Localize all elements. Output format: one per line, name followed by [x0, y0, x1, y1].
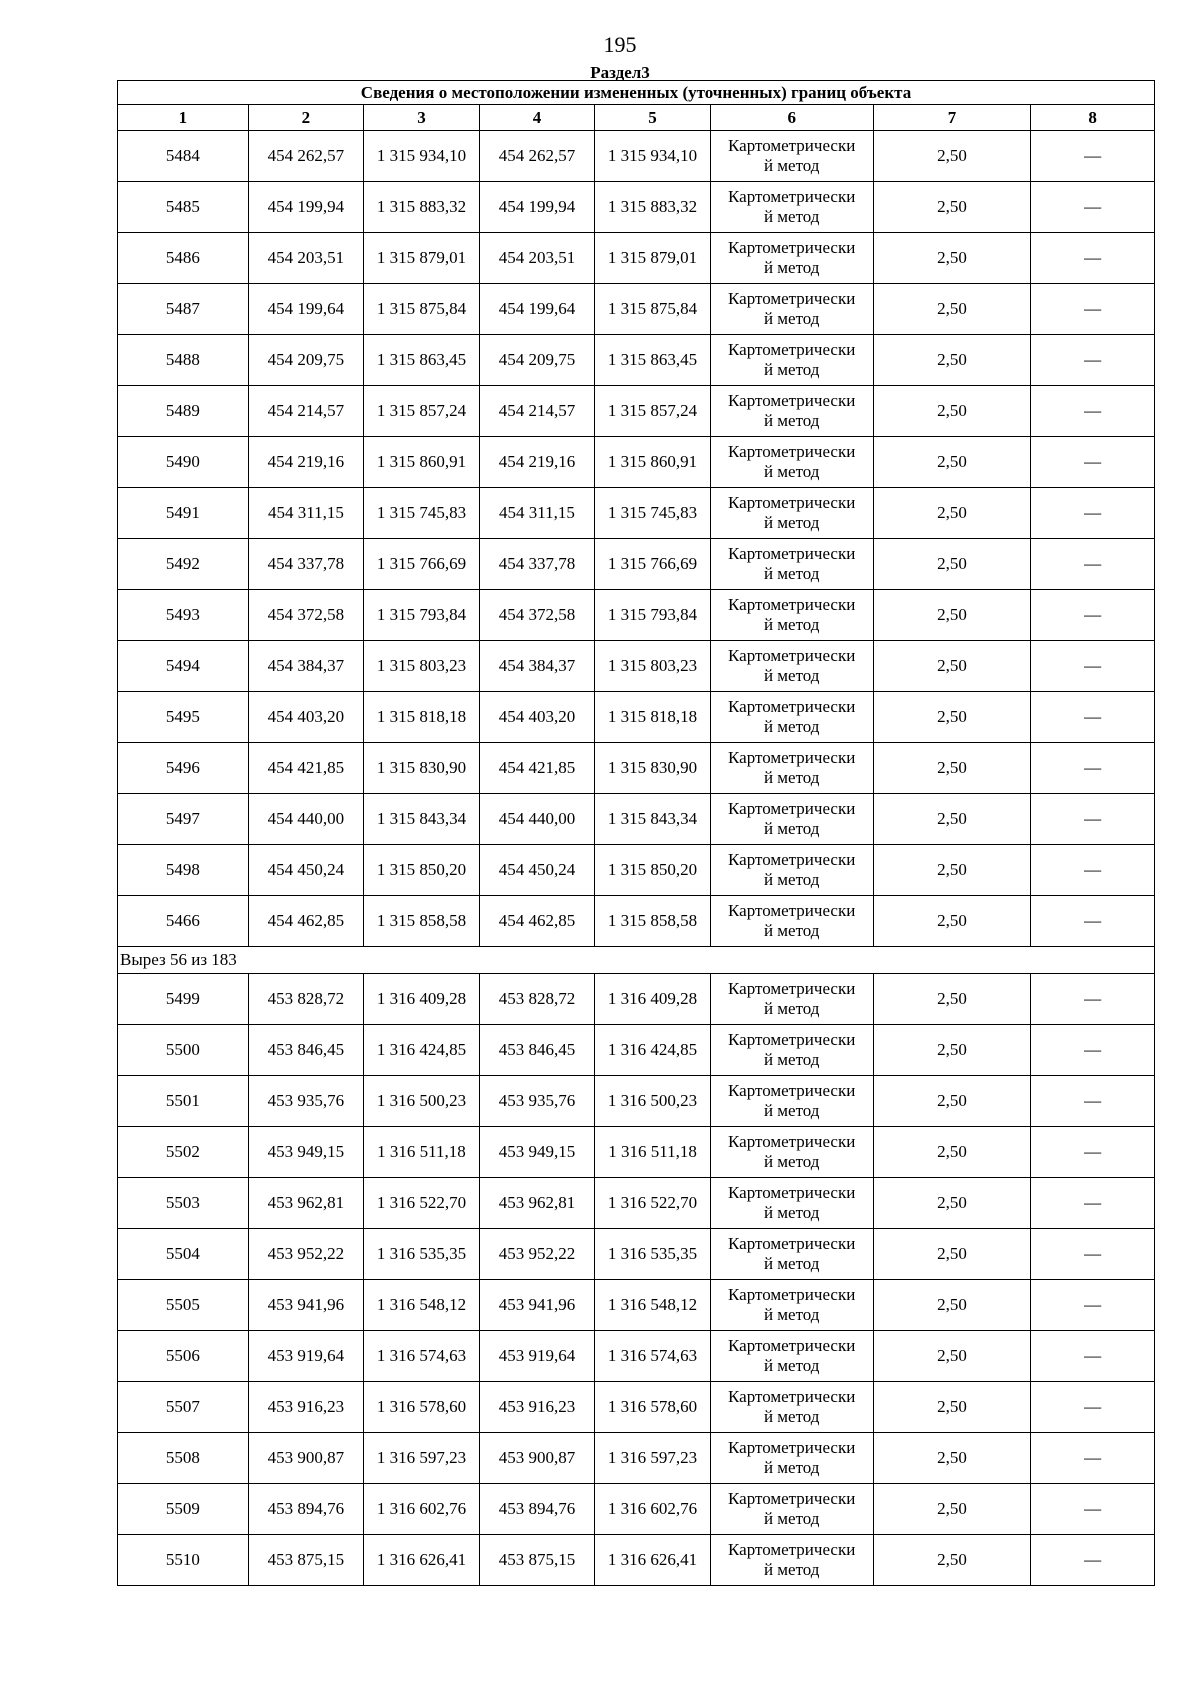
- x-new-cell: 453 900,87: [479, 1433, 595, 1484]
- x-old-cell: 453 846,45: [248, 1025, 364, 1076]
- point-number-cell: 5510: [118, 1535, 249, 1586]
- y-old-cell: 1 315 863,45: [364, 335, 480, 386]
- description-cell: —: [1031, 1229, 1155, 1280]
- x-old-cell: 453 894,76: [248, 1484, 364, 1535]
- point-number-cell: 5492: [118, 539, 249, 590]
- y-new-cell: 1 315 843,34: [595, 794, 711, 845]
- method-cell: Картометрически й метод: [710, 233, 873, 284]
- point-number-cell: 5466: [118, 896, 249, 947]
- x-new-cell: 453 846,45: [479, 1025, 595, 1076]
- x-new-cell: 454 209,75: [479, 335, 595, 386]
- table-row: [118, 284, 1155, 335]
- description-cell: —: [1031, 794, 1155, 845]
- x-old-cell: 454 209,75: [248, 335, 364, 386]
- table-row: [118, 1076, 1155, 1127]
- x-new-cell: 453 894,76: [479, 1484, 595, 1535]
- y-old-cell: 1 316 597,23: [364, 1433, 480, 1484]
- y-new-cell: 1 315 934,10: [595, 131, 711, 182]
- column-number: 3: [364, 105, 480, 131]
- table-row: [118, 590, 1155, 641]
- accuracy-cell: 2,50: [873, 1433, 1031, 1484]
- x-new-cell: 454 421,85: [479, 743, 595, 794]
- point-number-cell: 5486: [118, 233, 249, 284]
- description-cell: —: [1031, 1127, 1155, 1178]
- point-number-cell: 5494: [118, 641, 249, 692]
- table-row: [118, 335, 1155, 386]
- accuracy-cell: 2,50: [873, 488, 1031, 539]
- y-old-cell: 1 315 879,01: [364, 233, 480, 284]
- x-new-cell: 453 919,64: [479, 1331, 595, 1382]
- description-cell: —: [1031, 1535, 1155, 1586]
- y-old-cell: 1 316 626,41: [364, 1535, 480, 1586]
- x-new-cell: 453 952,22: [479, 1229, 595, 1280]
- x-old-cell: 453 952,22: [248, 1229, 364, 1280]
- point-number-cell: 5491: [118, 488, 249, 539]
- x-old-cell: 454 462,85: [248, 896, 364, 947]
- accuracy-cell: 2,50: [873, 1331, 1031, 1382]
- point-number-cell: 5506: [118, 1331, 249, 1382]
- x-new-cell: 454 450,24: [479, 845, 595, 896]
- x-old-cell: 454 372,58: [248, 590, 364, 641]
- method-cell: Картометрически й метод: [710, 692, 873, 743]
- method-cell: Картометрически й метод: [710, 284, 873, 335]
- accuracy-cell: 2,50: [873, 896, 1031, 947]
- description-cell: —: [1031, 1382, 1155, 1433]
- accuracy-cell: 2,50: [873, 1229, 1031, 1280]
- x-old-cell: 453 935,76: [248, 1076, 364, 1127]
- y-new-cell: 1 315 830,90: [595, 743, 711, 794]
- y-new-cell: 1 315 766,69: [595, 539, 711, 590]
- x-old-cell: 454 199,94: [248, 182, 364, 233]
- column-number: 4: [479, 105, 595, 131]
- description-cell: —: [1031, 386, 1155, 437]
- table-row: [118, 794, 1155, 845]
- x-new-cell: 453 875,15: [479, 1535, 595, 1586]
- method-cell: Картометрически й метод: [710, 1076, 873, 1127]
- description-cell: —: [1031, 1433, 1155, 1484]
- point-number-cell: 5495: [118, 692, 249, 743]
- y-new-cell: 1 315 850,20: [595, 845, 711, 896]
- method-cell: Картометрически й метод: [710, 131, 873, 182]
- x-old-cell: 453 875,15: [248, 1535, 364, 1586]
- table-row: [118, 845, 1155, 896]
- x-new-cell: 454 203,51: [479, 233, 595, 284]
- table-row: [118, 1280, 1155, 1331]
- y-old-cell: 1 315 875,84: [364, 284, 480, 335]
- table-row: [118, 131, 1155, 182]
- method-cell: Картометрически й метод: [710, 386, 873, 437]
- point-number-cell: 5487: [118, 284, 249, 335]
- description-cell: —: [1031, 284, 1155, 335]
- accuracy-cell: 2,50: [873, 1076, 1031, 1127]
- x-old-cell: 453 919,64: [248, 1331, 364, 1382]
- accuracy-cell: 2,50: [873, 692, 1031, 743]
- accuracy-cell: 2,50: [873, 590, 1031, 641]
- x-old-cell: 453 828,72: [248, 974, 364, 1025]
- x-new-cell: 454 219,16: [479, 437, 595, 488]
- description-cell: —: [1031, 974, 1155, 1025]
- y-new-cell: 1 316 522,70: [595, 1178, 711, 1229]
- x-new-cell: 453 828,72: [479, 974, 595, 1025]
- y-new-cell: 1 315 879,01: [595, 233, 711, 284]
- description-cell: —: [1031, 1280, 1155, 1331]
- point-number-cell: 5504: [118, 1229, 249, 1280]
- y-new-cell: 1 316 626,41: [595, 1535, 711, 1586]
- method-cell: Картометрически й метод: [710, 1280, 873, 1331]
- y-old-cell: 1 316 574,63: [364, 1331, 480, 1382]
- y-new-cell: 1 316 574,63: [595, 1331, 711, 1382]
- description-cell: —: [1031, 1484, 1155, 1535]
- x-old-cell: 453 941,96: [248, 1280, 364, 1331]
- table-row: [118, 182, 1155, 233]
- x-new-cell: 454 214,57: [479, 386, 595, 437]
- table-row: [118, 1025, 1155, 1076]
- point-number-cell: 5496: [118, 743, 249, 794]
- accuracy-cell: 2,50: [873, 284, 1031, 335]
- description-cell: —: [1031, 1178, 1155, 1229]
- x-new-cell: 454 311,15: [479, 488, 595, 539]
- y-new-cell: 1 316 578,60: [595, 1382, 711, 1433]
- column-number: 5: [595, 105, 711, 131]
- x-new-cell: 453 949,15: [479, 1127, 595, 1178]
- accuracy-cell: 2,50: [873, 1280, 1031, 1331]
- description-cell: —: [1031, 896, 1155, 947]
- method-cell: Картометрически й метод: [710, 845, 873, 896]
- y-old-cell: 1 316 424,85: [364, 1025, 480, 1076]
- y-old-cell: 1 315 857,24: [364, 386, 480, 437]
- x-old-cell: 454 199,64: [248, 284, 364, 335]
- x-old-cell: 454 440,00: [248, 794, 364, 845]
- y-old-cell: 1 316 409,28: [364, 974, 480, 1025]
- cutout-label: Вырез 56 из 183: [118, 947, 1155, 974]
- point-number-cell: 5508: [118, 1433, 249, 1484]
- y-new-cell: 1 315 745,83: [595, 488, 711, 539]
- point-number-cell: 5489: [118, 386, 249, 437]
- x-old-cell: 454 403,20: [248, 692, 364, 743]
- y-old-cell: 1 316 548,12: [364, 1280, 480, 1331]
- table-row: [118, 488, 1155, 539]
- y-old-cell: 1 315 843,34: [364, 794, 480, 845]
- x-new-cell: 453 916,23: [479, 1382, 595, 1433]
- y-new-cell: 1 315 883,32: [595, 182, 711, 233]
- accuracy-cell: 2,50: [873, 437, 1031, 488]
- method-cell: Картометрически й метод: [710, 1127, 873, 1178]
- method-cell: Картометрически й метод: [710, 1331, 873, 1382]
- y-old-cell: 1 316 500,23: [364, 1076, 480, 1127]
- description-cell: —: [1031, 437, 1155, 488]
- y-new-cell: 1 316 500,23: [595, 1076, 711, 1127]
- y-new-cell: 1 315 875,84: [595, 284, 711, 335]
- table-row: [118, 974, 1155, 1025]
- y-old-cell: 1 315 830,90: [364, 743, 480, 794]
- x-new-cell: 454 440,00: [479, 794, 595, 845]
- accuracy-cell: 2,50: [873, 1178, 1031, 1229]
- y-new-cell: 1 316 602,76: [595, 1484, 711, 1535]
- x-new-cell: 454 403,20: [479, 692, 595, 743]
- column-number: 1: [118, 105, 249, 131]
- accuracy-cell: 2,50: [873, 743, 1031, 794]
- y-old-cell: 1 315 793,84: [364, 590, 480, 641]
- x-new-cell: 454 262,57: [479, 131, 595, 182]
- x-old-cell: 453 949,15: [248, 1127, 364, 1178]
- method-cell: Картометрически й метод: [710, 437, 873, 488]
- description-cell: —: [1031, 641, 1155, 692]
- method-cell: Картометрически й метод: [710, 1025, 873, 1076]
- accuracy-cell: 2,50: [873, 845, 1031, 896]
- method-cell: Картометрически й метод: [710, 539, 873, 590]
- point-number-cell: 5485: [118, 182, 249, 233]
- accuracy-cell: 2,50: [873, 233, 1031, 284]
- point-number-cell: 5497: [118, 794, 249, 845]
- column-number: 7: [873, 105, 1031, 131]
- boundary-table: [117, 80, 1155, 1586]
- accuracy-cell: 2,50: [873, 974, 1031, 1025]
- x-new-cell: 453 935,76: [479, 1076, 595, 1127]
- description-cell: —: [1031, 539, 1155, 590]
- x-old-cell: 454 214,57: [248, 386, 364, 437]
- y-old-cell: 1 316 602,76: [364, 1484, 480, 1535]
- y-old-cell: 1 315 860,91: [364, 437, 480, 488]
- description-cell: —: [1031, 182, 1155, 233]
- y-new-cell: 1 315 818,18: [595, 692, 711, 743]
- point-number-cell: 5501: [118, 1076, 249, 1127]
- x-old-cell: 454 311,15: [248, 488, 364, 539]
- point-number-cell: 5502: [118, 1127, 249, 1178]
- cutout-row: [118, 947, 1155, 974]
- page-number: 195: [603, 32, 637, 57]
- y-new-cell: 1 315 857,24: [595, 386, 711, 437]
- y-new-cell: 1 316 511,18: [595, 1127, 711, 1178]
- accuracy-cell: 2,50: [873, 182, 1031, 233]
- section-title: Раздел3: [590, 63, 650, 82]
- y-old-cell: 1 315 766,69: [364, 539, 480, 590]
- column-number: 8: [1031, 105, 1155, 131]
- accuracy-cell: 2,50: [873, 794, 1031, 845]
- y-old-cell: 1 316 535,35: [364, 1229, 480, 1280]
- accuracy-cell: 2,50: [873, 1382, 1031, 1433]
- description-cell: —: [1031, 1076, 1155, 1127]
- accuracy-cell: 2,50: [873, 1484, 1031, 1535]
- y-new-cell: 1 316 548,12: [595, 1280, 711, 1331]
- table-row: [118, 1331, 1155, 1382]
- point-number-cell: 5509: [118, 1484, 249, 1535]
- column-number: 6: [710, 105, 873, 131]
- x-old-cell: 454 262,57: [248, 131, 364, 182]
- method-cell: Картометрически й метод: [710, 1484, 873, 1535]
- x-old-cell: 454 421,85: [248, 743, 364, 794]
- accuracy-cell: 2,50: [873, 1025, 1031, 1076]
- description-cell: —: [1031, 590, 1155, 641]
- y-old-cell: 1 315 803,23: [364, 641, 480, 692]
- table-row: [118, 1229, 1155, 1280]
- description-cell: —: [1031, 845, 1155, 896]
- point-number-cell: 5507: [118, 1382, 249, 1433]
- table-row: [118, 1433, 1155, 1484]
- accuracy-cell: 2,50: [873, 539, 1031, 590]
- table-row: [118, 437, 1155, 488]
- y-new-cell: 1 315 858,58: [595, 896, 711, 947]
- y-old-cell: 1 316 578,60: [364, 1382, 480, 1433]
- description-cell: —: [1031, 692, 1155, 743]
- y-old-cell: 1 316 522,70: [364, 1178, 480, 1229]
- x-new-cell: 454 199,94: [479, 182, 595, 233]
- x-old-cell: 453 962,81: [248, 1178, 364, 1229]
- table-row: [118, 896, 1155, 947]
- x-new-cell: 454 384,37: [479, 641, 595, 692]
- accuracy-cell: 2,50: [873, 131, 1031, 182]
- method-cell: Картометрически й метод: [710, 1535, 873, 1586]
- method-cell: Картометрически й метод: [710, 590, 873, 641]
- description-cell: —: [1031, 335, 1155, 386]
- description-cell: —: [1031, 131, 1155, 182]
- point-number-cell: 5484: [118, 131, 249, 182]
- method-cell: Картометрически й метод: [710, 335, 873, 386]
- accuracy-cell: 2,50: [873, 1535, 1031, 1586]
- method-cell: Картометрически й метод: [710, 1433, 873, 1484]
- description-cell: —: [1031, 1025, 1155, 1076]
- table-row: [118, 692, 1155, 743]
- accuracy-cell: 2,50: [873, 1127, 1031, 1178]
- point-number-cell: 5488: [118, 335, 249, 386]
- point-number-cell: 5499: [118, 974, 249, 1025]
- point-number-cell: 5493: [118, 590, 249, 641]
- accuracy-cell: 2,50: [873, 641, 1031, 692]
- table-row: [118, 1535, 1155, 1586]
- point-number-cell: 5490: [118, 437, 249, 488]
- accuracy-cell: 2,50: [873, 335, 1031, 386]
- y-old-cell: 1 315 934,10: [364, 131, 480, 182]
- x-new-cell: 454 372,58: [479, 590, 595, 641]
- column-number: 2: [248, 105, 364, 131]
- x-old-cell: 453 900,87: [248, 1433, 364, 1484]
- y-old-cell: 1 315 850,20: [364, 845, 480, 896]
- y-old-cell: 1 315 883,32: [364, 182, 480, 233]
- table-row: [118, 386, 1155, 437]
- method-cell: Картометрически й метод: [710, 1178, 873, 1229]
- table-row: [118, 1178, 1155, 1229]
- table-row: [118, 1127, 1155, 1178]
- y-old-cell: 1 315 745,83: [364, 488, 480, 539]
- y-new-cell: 1 316 409,28: [595, 974, 711, 1025]
- y-new-cell: 1 315 860,91: [595, 437, 711, 488]
- method-cell: Картометрически й метод: [710, 488, 873, 539]
- table-row: [118, 1382, 1155, 1433]
- table-row: [118, 743, 1155, 794]
- y-new-cell: 1 316 535,35: [595, 1229, 711, 1280]
- table-row: [118, 1484, 1155, 1535]
- y-new-cell: 1 315 803,23: [595, 641, 711, 692]
- x-old-cell: 454 203,51: [248, 233, 364, 284]
- table-row: [118, 539, 1155, 590]
- x-old-cell: 453 916,23: [248, 1382, 364, 1433]
- description-cell: —: [1031, 488, 1155, 539]
- accuracy-cell: 2,50: [873, 386, 1031, 437]
- table-title: Сведения о местоположении измененных (уточненных) границ объекта: [118, 81, 1155, 105]
- method-cell: Картометрически й метод: [710, 974, 873, 1025]
- method-cell: Картометрически й метод: [710, 896, 873, 947]
- y-new-cell: 1 315 863,45: [595, 335, 711, 386]
- method-cell: Картометрически й метод: [710, 1382, 873, 1433]
- x-old-cell: 454 337,78: [248, 539, 364, 590]
- x-new-cell: 454 199,64: [479, 284, 595, 335]
- method-cell: Картометрически й метод: [710, 1229, 873, 1280]
- point-number-cell: 5498: [118, 845, 249, 896]
- x-old-cell: 454 384,37: [248, 641, 364, 692]
- point-number-cell: 5503: [118, 1178, 249, 1229]
- y-old-cell: 1 315 858,58: [364, 896, 480, 947]
- x-old-cell: 454 219,16: [248, 437, 364, 488]
- method-cell: Картометрически й метод: [710, 743, 873, 794]
- y-new-cell: 1 316 424,85: [595, 1025, 711, 1076]
- table-row: [118, 233, 1155, 284]
- y-new-cell: 1 315 793,84: [595, 590, 711, 641]
- point-number-cell: 5500: [118, 1025, 249, 1076]
- table-row: [118, 641, 1155, 692]
- point-number-cell: 5505: [118, 1280, 249, 1331]
- method-cell: Картометрически й метод: [710, 182, 873, 233]
- description-cell: —: [1031, 743, 1155, 794]
- x-new-cell: 454 462,85: [479, 896, 595, 947]
- x-new-cell: 453 962,81: [479, 1178, 595, 1229]
- x-new-cell: 454 337,78: [479, 539, 595, 590]
- y-new-cell: 1 316 597,23: [595, 1433, 711, 1484]
- x-new-cell: 453 941,96: [479, 1280, 595, 1331]
- description-cell: —: [1031, 1331, 1155, 1382]
- method-cell: Картометрически й метод: [710, 794, 873, 845]
- y-old-cell: 1 316 511,18: [364, 1127, 480, 1178]
- y-old-cell: 1 315 818,18: [364, 692, 480, 743]
- description-cell: —: [1031, 233, 1155, 284]
- x-old-cell: 454 450,24: [248, 845, 364, 896]
- method-cell: Картометрически й метод: [710, 641, 873, 692]
